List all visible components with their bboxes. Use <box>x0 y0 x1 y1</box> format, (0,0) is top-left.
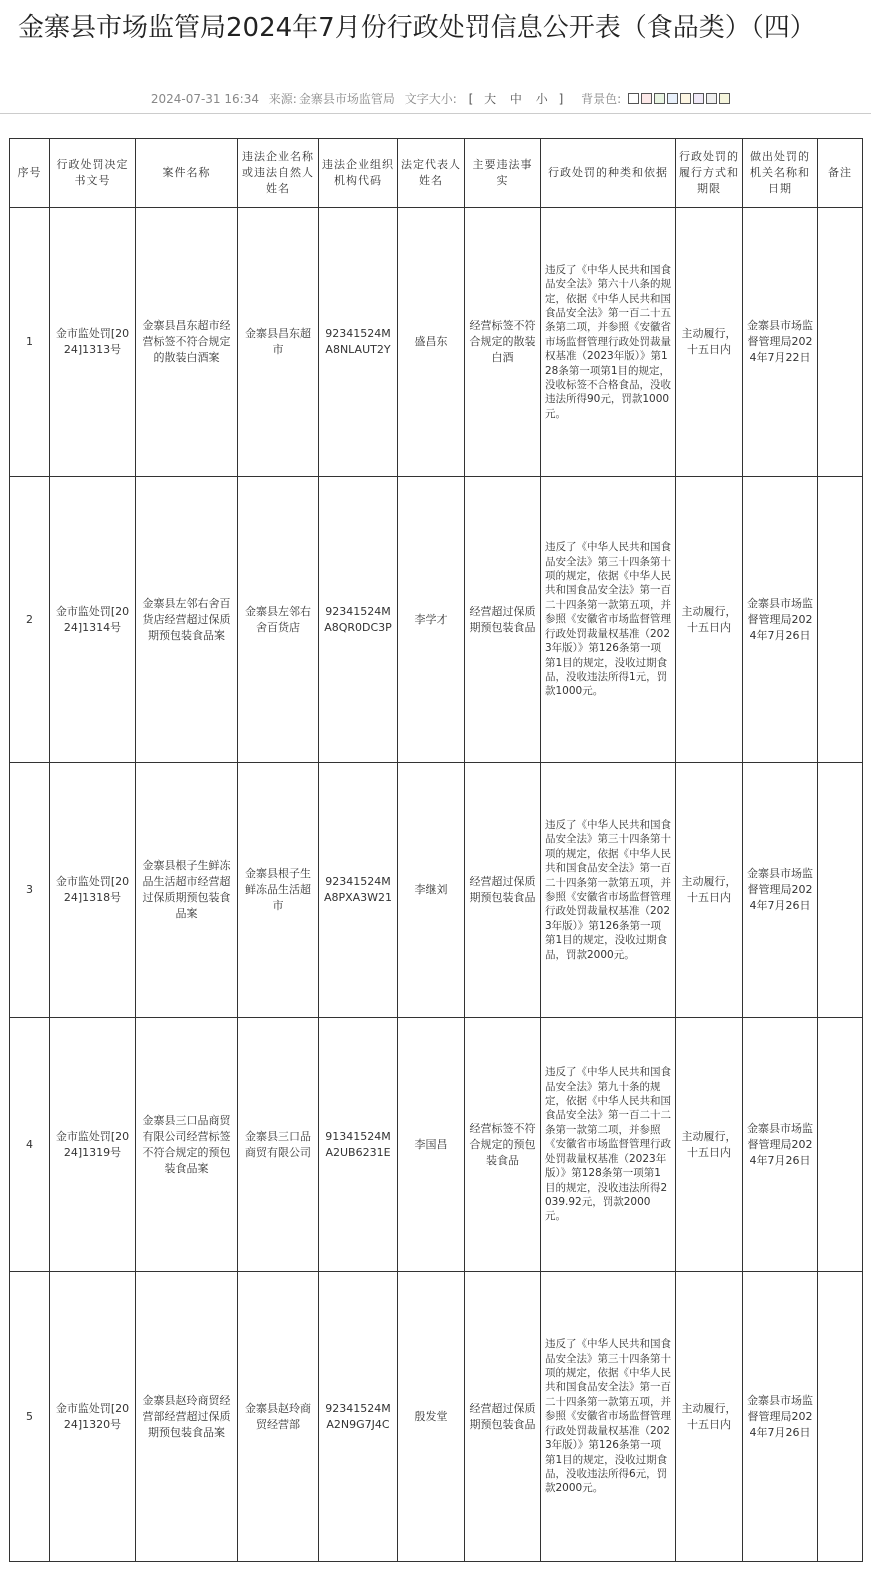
cell-party: 金寨县根子生鲜冻品生活超市 <box>238 763 319 1018</box>
background-color-swatch[interactable] <box>628 93 639 104</box>
cell-performance: 主动履行，十五日内 <box>676 763 743 1018</box>
background-color-swatches <box>627 92 731 106</box>
cell-seq: 5 <box>10 1272 50 1562</box>
cell-performance: 主动履行，十五日内 <box>676 1018 743 1272</box>
cell-doc-no: 金市监处罚[2024]1318号 <box>50 763 136 1018</box>
header-authority: 做出处罚的机关名称和日期 <box>743 139 818 208</box>
header-party: 违法企业名称或违法自然人姓名 <box>238 139 319 208</box>
table-row <box>10 477 863 763</box>
cell-seq: 4 <box>10 1018 50 1272</box>
publish-datetime: 2024-07-31 16:34 <box>150 92 259 106</box>
header-remarks: 备注 <box>818 139 863 208</box>
font-size-label: 文字大小: <box>404 92 457 106</box>
font-size-small-button[interactable]: 小 <box>535 92 548 106</box>
cell-case-name: 金寨县赵玲商贸经营部经营超过保质期预包装食品案 <box>136 1272 238 1562</box>
cell-authority: 金寨县市场监督管理局2024年7月26日 <box>743 1018 818 1272</box>
cell-penalty: 违反了《中华人民共和国食品安全法》第三十四条第十项的规定，依据《中华人民共和国食品安全法》第一百二十四条第一款第五项，并参照《安徽省市场监督管理行政处罚裁量权基准（2023年版）》第126条第一项第1目的规定，没收过期食品，没收违法所得6元，罚款2000元。 <box>541 1272 676 1562</box>
bracket-close: ] <box>558 92 564 106</box>
cell-doc-no: 金市监处罚[2024]1313号 <box>50 208 136 477</box>
cell-authority: 金寨县市场监督管理局2024年7月26日 <box>743 1272 818 1562</box>
cell-doc-no: 金市监处罚[2024]1320号 <box>50 1272 136 1562</box>
cell-remarks <box>818 763 863 1018</box>
background-color-swatch[interactable] <box>654 93 665 104</box>
cell-facts: 经营超过保质期预包装食品 <box>465 477 541 763</box>
cell-facts: 经营超过保质期预包装食品 <box>465 1272 541 1562</box>
cell-party: 金寨县三口品商贸有限公司 <box>238 1018 319 1272</box>
table-header-row <box>10 139 863 208</box>
cell-authority: 金寨县市场监督管理局2024年7月26日 <box>743 477 818 763</box>
font-size-large-button[interactable]: 大 <box>484 92 497 106</box>
cell-case-name: 金寨县昌东超市经营标签不符合规定的散装白酒案 <box>136 208 238 477</box>
cell-org-code: 92341524MA2N9G7J4C <box>319 1272 398 1562</box>
cell-performance: 主动履行，十五日内 <box>676 208 743 477</box>
cell-doc-no: 金市监处罚[2024]1314号 <box>50 477 136 763</box>
table-row <box>10 208 863 477</box>
cell-case-name: 金寨县三口品商贸有限公司经营标签不符合规定的预包装食品案 <box>136 1018 238 1272</box>
bracket-open: [ <box>468 92 474 106</box>
cell-legal-rep: 盛昌东 <box>398 208 465 477</box>
header-divider <box>0 113 871 114</box>
header-legal-rep: 法定代表人姓名 <box>398 139 465 208</box>
cell-seq: 3 <box>10 763 50 1018</box>
cell-remarks <box>818 1018 863 1272</box>
cell-case-name: 金寨县根子生鲜冻品生活超市经营超过保质期预包装食品案 <box>136 763 238 1018</box>
cell-seq: 2 <box>10 477 50 763</box>
cell-legal-rep: 殷发堂 <box>398 1272 465 1562</box>
header-performance: 行政处罚的履行方式和期限 <box>676 139 743 208</box>
font-size-medium-button[interactable]: 中 <box>509 92 522 106</box>
font-size-selector <box>467 92 570 106</box>
cell-authority: 金寨县市场监督管理局2024年7月26日 <box>743 763 818 1018</box>
page-title: 金寨县市场监管局2024年7月份行政处罚信息公开表（食品类）（四） <box>18 13 816 43</box>
header-penalty: 行政处罚的种类和依据 <box>541 139 676 208</box>
source-value: 金寨县市场监管局 <box>298 92 395 106</box>
cell-org-code: 92341524MA8PXA3W21 <box>319 763 398 1018</box>
cell-facts: 经营标签不符合规定的预包装食品 <box>465 1018 541 1272</box>
cell-penalty: 违反了《中华人民共和国食品安全法》第三十四条第十项的规定，依据《中华人民共和国食品安全法》第一百二十四条第一款第五项，并参照《安徽省市场监督管理行政处罚裁量权基准（2023年版）》第126条第一项第1目的规定，没收过期食品，没收违法所得1元，罚款1000元。 <box>541 477 676 763</box>
cell-party: 金寨县昌东超市 <box>238 208 319 477</box>
penalty-table <box>9 138 863 1562</box>
cell-penalty: 违反了《中华人民共和国食品安全法》第六十八条的规定，依据《中华人民共和国食品安全法》第一百二十五条第二项，并参照《安徽省市场监督管理行政处罚裁量权基准（2023年版）》第128条第一项第1目的规定，没收标签不合格食品，没收违法所得90元，罚款1000元。 <box>541 208 676 477</box>
cell-penalty: 违反了《中华人民共和国食品安全法》第三十四条第十项的规定，依据《中华人民共和国食品安全法》第一百二十四条第一款第五项，并参照《安徽省市场监督管理行政处罚裁量权基准（2023年版）》第126条第一项第1目的规定，没收过期食品，罚款2000元。 <box>541 763 676 1018</box>
header-seq: 序号 <box>10 139 50 208</box>
header-case-name: 案件名称 <box>136 139 238 208</box>
cell-performance: 主动履行，十五日内 <box>676 477 743 763</box>
header-doc-no: 行政处罚决定书文号 <box>50 139 136 208</box>
cell-penalty: 违反了《中华人民共和国食品安全法》第九十条的规定，依据《中华人民共和国食品安全法》第一百二十二条第一款第二项，并参照《安徽省市场监督管理行政处罚裁量权基准（2023年版）》第128条第一项第1目的规定，没收违法所得2039.92元，罚款2000元。 <box>541 1018 676 1272</box>
cell-remarks <box>818 477 863 763</box>
background-color-swatch[interactable] <box>667 93 678 104</box>
cell-legal-rep: 李国昌 <box>398 1018 465 1272</box>
cell-authority: 金寨县市场监督管理局2024年7月22日 <box>743 208 818 477</box>
cell-org-code: 92341524MA8QR0DC3P <box>319 477 398 763</box>
cell-legal-rep: 李学才 <box>398 477 465 763</box>
cell-facts: 经营标签不符合规定的散装白酒 <box>465 208 541 477</box>
cell-facts: 经营超过保质期预包装食品 <box>465 763 541 1018</box>
background-color-label: 背景色: <box>581 92 622 106</box>
cell-remarks <box>818 1272 863 1562</box>
table-row <box>10 1272 863 1562</box>
article-meta <box>0 90 871 110</box>
cell-org-code: 92341524MA8NLAUT2Y <box>319 208 398 477</box>
background-color-swatch[interactable] <box>706 93 717 104</box>
header-facts: 主要违法事实 <box>465 139 541 208</box>
cell-seq: 1 <box>10 208 50 477</box>
cell-org-code: 91341524MA2UB6231E <box>319 1018 398 1272</box>
source-label: 来源: <box>268 92 297 106</box>
cell-performance: 主动履行，十五日内 <box>676 1272 743 1562</box>
cell-legal-rep: 李继刘 <box>398 763 465 1018</box>
cell-remarks <box>818 208 863 477</box>
cell-party: 金寨县赵玲商贸经营部 <box>238 1272 319 1562</box>
table-row <box>10 763 863 1018</box>
cell-doc-no: 金市监处罚[2024]1319号 <box>50 1018 136 1272</box>
background-color-swatch[interactable] <box>693 93 704 104</box>
cell-party: 金寨县左邻右舍百货店 <box>238 477 319 763</box>
background-color-swatch[interactable] <box>641 93 652 104</box>
cell-case-name: 金寨县左邻右舍百货店经营超过保质期预包装食品案 <box>136 477 238 763</box>
header-org-code: 违法企业组织机构代码 <box>319 139 398 208</box>
table-row <box>10 1018 863 1272</box>
background-color-swatch[interactable] <box>680 93 691 104</box>
background-color-swatch[interactable] <box>719 93 730 104</box>
